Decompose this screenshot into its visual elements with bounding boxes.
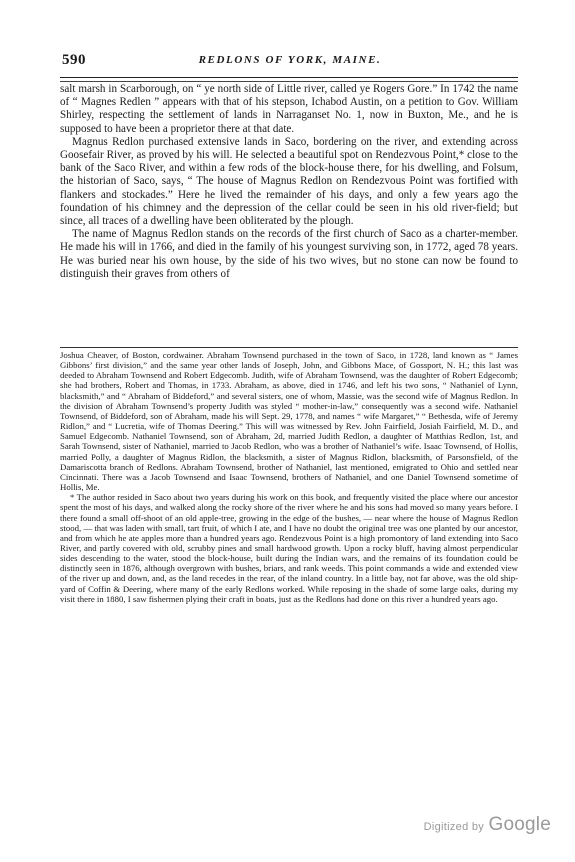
body-paragraph: The name of Magnus Redlon stands on the records of the first church of Saco as a charter-member. He made his will in 1766, and died in the family of his youngest surviving son, in 1772, aged 78 years. He was buried near his own house, by the side of his two wives, but no stone can now be found to distinguish their graves from others of [60,228,518,280]
footnotes [60,350,518,604]
main-text [60,83,518,281]
google-watermark [424,814,551,836]
watermark-prefix: Digitized by [423,821,485,833]
footnote-continuation: Joshua Cheaver, of Boston, cordwainer. Abraham Townsend purchased in the town of Saco, in 1728, land known as “ James Gibbons’ first division,” and the same year other lands of Joseph, John, and Gibbons Mace, of Gossport, N. H.; this last was deeded to Abraham Townsend and Robert Edgecomb. Judith, wife of Abraham Townsend, was the daughter of Robert Edgecomb; she had brothers, Robert and Thomas, in 1733. Abraham, as above, died in 1746, and left his two sons, “ Nathaniel of Lynn, blacksmith,” and “ Abraham of Biddeford,” and several sisters, one of whom, Massie, was the second wife of Magnus Redlon. In the division of Abraham Townsend’s property Judith was styled “ mother-in-law,” consequently was a second wife. Nathaniel Townsend, of Biddeford, son of Abraham, made his will Sept. 29, 1778, and names “ wife Margaret,” “ Bethesda, wife of Jeremy Ridlon,” and “ Lucretia, wife of Thomas Deering.” This will was witnessed by Rev. John Fairfield, Josiah Fairfield, M. D., and Samuel Edgecomb. Nathaniel Townsend, son of Abraham, 2d, married Judith Redlon, a daughter of Matthias Redlon, 1st, and Sarah Townsend, sister of Nathaniel, married to Jacob Redlon, who was a brother of Nathaniel’s wife. Isaac Townsend, of Hollis, married Polly, a daughter of Magnus Ridlon, the blacksmith, a sister of Magnus Ridlon, blacksmith, of Parsonsfield, of the Damariscotta branch of Redlons. Abraham Townsend, brother of Nathaniel, last mentioned, emigrated to Ohio and settled near Cincinnati. There was a Jacob Townsend and Isaac Townsend, brothers of Nathaniel, and one Daniel Townsend sometime of Hollis, Me. [60,350,518,493]
google-logo: Google [488,814,551,835]
page-header [62,52,518,72]
running-title: REDLONS OF YORK, MAINE. [198,54,382,66]
header-rule [60,77,518,82]
page-number: 590 [62,52,86,68]
footnote-rule [60,347,518,348]
body-paragraph: Magnus Redlon purchased extensive lands in Saco, bordering on the river, and extending across Goosefair River, as proved by his will. He selected a beautiful spot on Rendezvous Point,* close to the bank of the Saco River, and within a few rods of the block-house there, for his dwelling, and Folsum, the historian of Saco, says, “ The house of Magnus Redlon on Rendezvous Point was fortified with flankers and stockades.” Here he lived the remainder of his days, and only a few years ago the foundation of his chimney and the depression of the cellar could be seen in his old river-field; but since, all traces of a dwelling have been obliterated by the plough. [60,135,518,228]
footnote-asterisk: * The author resided in Saco about two years during his work on this book, and frequently visited the place where our ancestor spent the most of his days, and walked along the rocky shore of the river where he and his sons had moved so many years before. I there found a small off-shoot of an old apple-tree, growing in the edge of the bushes, — near where the house of Magnus Redlon stood, — that was laden with small, tart fruit, of which I ate, and I have no doubt the original tree was one planted by our ancestor, and from which he ate apples more than a hundred years ago. Rendezvous Point is a high promontory of land extending into Saco River, and partly covered with old, scrubby pines and small hardwood growth. Upon a rocky bluff, having almost perpendicular sides descending to the water, stood the block-house, built during the Indian wars, and the remains of its foundation could be distinctly seen in 1876, although overgrown with bushes, briars, and rank weeds. This point commands a wide and extended view of the river up and down, and, as the land recedes in the rear, of the inland country. In a little bay, not far above, was the old ship-yard of Coffin & Deering, where many of the early Redlons worked. While reposing in the shade of some large oaks, during my visit there in 1880, I saw fishermen plying their craft in boats, just as the Redlons had done on this river a hundred years ago. [60,492,518,604]
body-paragraph: salt marsh in Scarborough, on “ ye north side of Little river, called ye Rogers Gore.” In 1742 the name of “ Magnes Redlen ” appears with that of his stepson, Ichabod Austin, on a petition to Gov. William Shirley, respecting the settlement of lands in Narraganset No. 1, now in Buxton, Me., and he is supposed to have been a proprietor there at that date. [60,83,518,135]
